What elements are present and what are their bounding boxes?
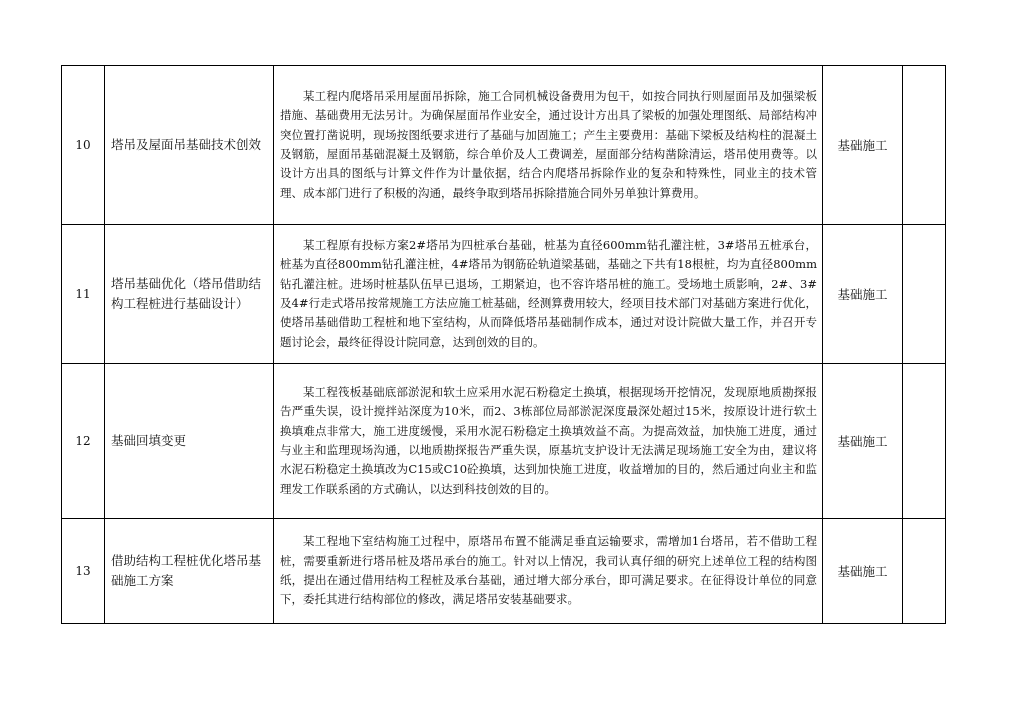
row-number: 13 [62,519,105,624]
item-extra-cell [903,66,946,225]
item-description: 某工程内爬塔吊采用屋面吊拆除，施工合同机械设备费用为包干，如按合同执行则屋面吊及加强梁板措施、基础费用无法另计。为确保屋面吊作业安全，通过设计方出具了梁板的加强处理图纸、局部结构冲突位置打凿说明，现场按图纸要求进行了基础与加固施工；产生主要费用：基础下梁板及结构柱的混凝土及钢筋，屋面吊基础混凝土及钢筋，综合单价及人工费调差，屋面部分结构凿除清运，塔吊使用费等。以设计方出具的图纸与计算文件作为计量依据，结合内爬塔吊拆除作业的复杂和特殊性，同业主的技术管理、成本部门进行了积极的沟通，最终争取到塔吊拆除措施合同外另单独计算费用。 [274,66,823,225]
item-description: 某工程地下室结构施工过程中，原塔吊布置不能满足垂直运输要求，需增加1台塔吊，若不借助工程桩，需要重新进行塔吊桩及塔吊承台的施工。针对以上情况，我司认真仔细的研究上述单位工程的结构图纸，提出在通过借用结构工程桩及承台基础，通过增大部分承台，即可满足要求。在征得设计单位的同意下，委托其进行结构部位的修改，满足塔吊安装基础要求。 [274,519,823,624]
item-table [61,65,946,624]
item-description: 某工程原有投标方案2#塔吊为四桩承台基础，桩基为直径600mm钻孔灌注桩，3#塔吊五桩承台，桩基为直径800mm钻孔灌注桩，4#塔吊为钢筋砼轨道梁基础，基础之下共有18根桩，均为直径800mm钻孔灌注桩。进场时桩基队伍早已退场，工期紧迫，也不容许塔吊桩的施工。受场地土质影响，2#、3#及4#行走式塔吊按常规施工方法应施工桩基础，经测算费用较大，经项目技术部门对基础方案进行优化，使塔吊基础借助工程桩和地下室结构，从而降低塔吊基础制作成本，通过对设计院做大量工作，并召开专题讨论会，最终征得设计院同意，达到创效的目的。 [274,225,823,364]
item-extra-cell [903,519,946,624]
row-number: 11 [62,225,105,364]
table-row [62,519,946,624]
row-number: 10 [62,66,105,225]
item-name: 借助结构工程桩优化塔吊基础施工方案 [105,519,274,624]
item-extra-cell [903,225,946,364]
item-category: 基础施工 [823,519,903,624]
item-category: 基础施工 [823,225,903,364]
table-row [62,225,946,364]
item-name: 基础回填变更 [105,364,274,519]
table-row [62,66,946,225]
item-description: 某工程筏板基础底部淤泥和软土应采用水泥石粉稳定土换填，根据现场开挖情况，发现原地质勘探报告严重失误，设计搅拌站深度为10米，而2、3栋部位局部淤泥深度最深处超过15米，按原设计进行软土换填难点非常大，施工进度缓慢，采用水泥石粉稳定土换填效益不高。为提高效益，加快施工进度，通过与业主和监理现场沟通，以地质勘探报告严重失误，原基坑支护设计无法满足现场施工安全为由，建议将水泥石粉稳定土换填改为C15或C10砼换填，达到加快施工进度，收益增加的目的，然后通过向业主和监理发工作联系函的方式确认，以达到科技创效的目的。 [274,364,823,519]
item-name: 塔吊基础优化（塔吊借助结构工程桩进行基础设计） [105,225,274,364]
item-category: 基础施工 [823,66,903,225]
item-name: 塔吊及屋面吊基础技术创效 [105,66,274,225]
item-extra-cell [903,364,946,519]
item-category: 基础施工 [823,364,903,519]
table-row [62,364,946,519]
row-number: 12 [62,364,105,519]
